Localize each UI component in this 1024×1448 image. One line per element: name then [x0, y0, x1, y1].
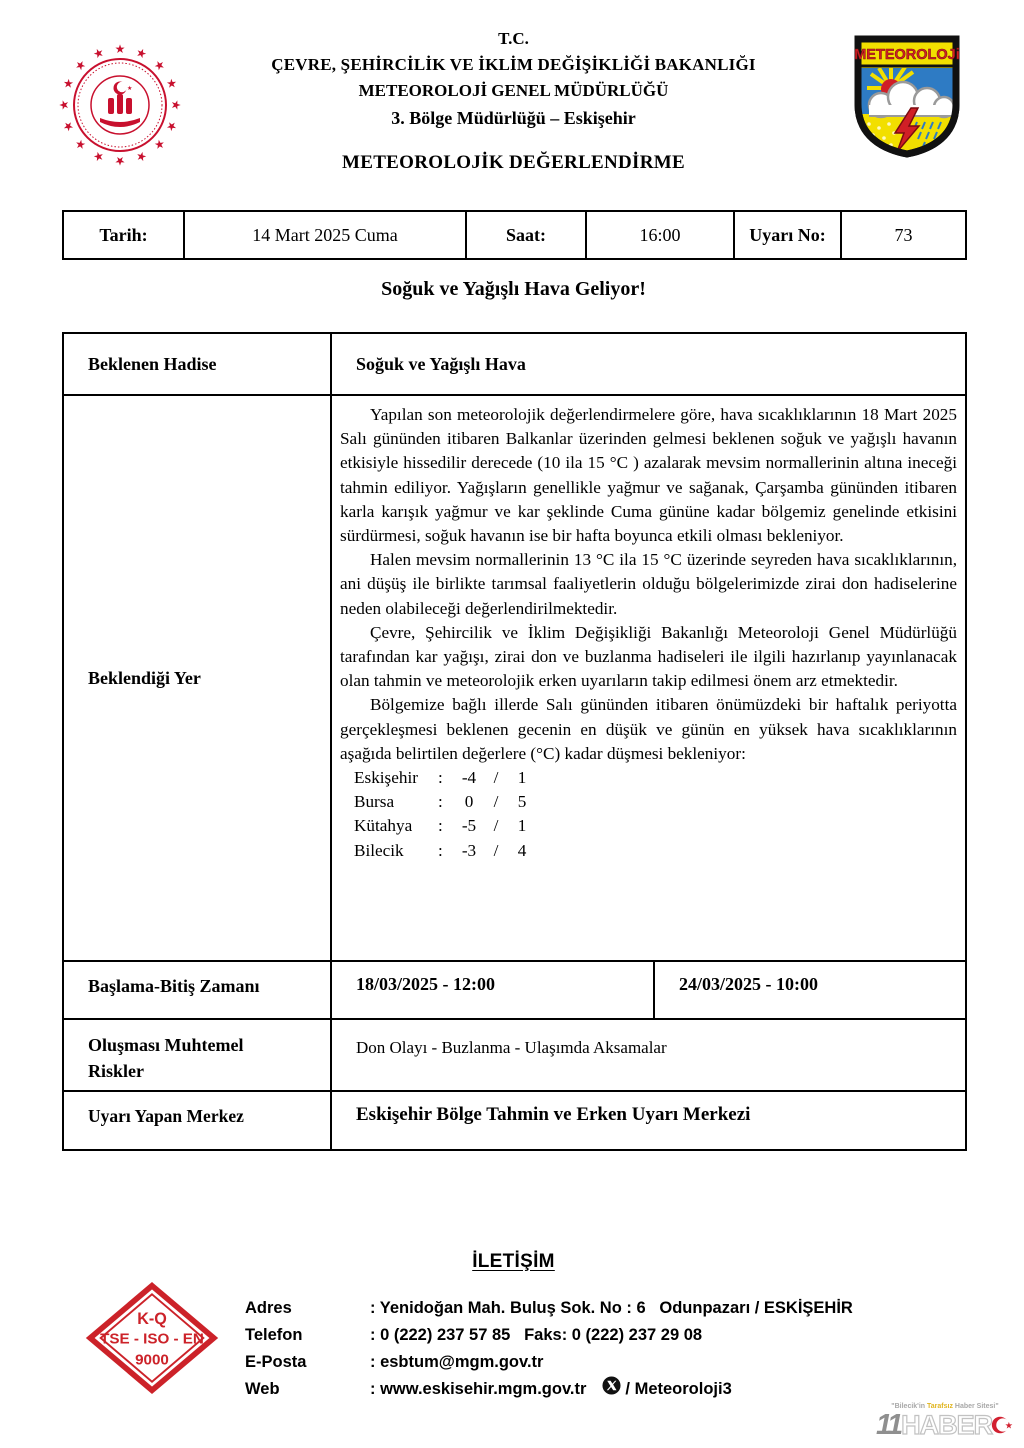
svg-text:★: ★ — [150, 135, 169, 154]
assessment-body — [331, 395, 966, 961]
city-name: Bilecik — [354, 840, 404, 860]
address-label: Adres — [245, 1299, 292, 1317]
city-temp-row: Bursa : 0 / 5 — [340, 790, 957, 814]
svg-text:★: ★ — [59, 75, 77, 92]
header-tc: T.C. — [498, 29, 529, 48]
city-temp-row: Kütahya : -5 / 1 — [340, 814, 957, 838]
svg-text:★: ★ — [150, 56, 169, 75]
city-max-temp: 1 — [517, 816, 527, 836]
city-name: Kütahya — [354, 816, 413, 836]
info-table — [62, 210, 967, 260]
svg-text:★: ★ — [163, 118, 181, 135]
email-label: E-Posta — [245, 1353, 307, 1371]
contact-row-address — [245, 1295, 965, 1322]
svg-text:★: ★ — [114, 154, 126, 168]
haber-logo-text: HABER — [901, 1410, 993, 1440]
risks-value: Don Olayı - Buzlanma - Ulaşımda Aksamalar — [331, 1019, 966, 1091]
email-value: : esbtum@mgm.gov.tr — [370, 1353, 544, 1371]
paragraph: Yapılan son meteorolojik değerlendirmelere göre, hava sıcaklıklarının 18 Mart 2025 Salı gününden itibaren Balkanlar üzerinden gelmesi beklenen soğuk ve yağışlı havanın etkisiyle hissedilir derecede (10 ila 15 °C ) azalarak mevsim normallerinin altına ineceği tahmin ediliyor. Yağışların genellikle yağmur ve sağanak, Çarşamba gününden itibaren karla karışık yağmur ve kar şeklinde Cuma gününe kadar bölgemiz genelinde etkisini sürdürmesi, soğuk havanın ise bir hafta boyunca etkili olması bekleniyor. — [340, 405, 957, 546]
warning-center-label: Uyarı Yapan Merkez — [63, 1091, 331, 1150]
start-end-label: Başlama-Bitiş Zamanı — [63, 961, 331, 1019]
meteorology-shield-icon — [851, 32, 963, 160]
city-temp-row: Eskişehir : -4 / 1 — [340, 766, 957, 790]
date-value: 14 Mart 2025 Cuma — [184, 211, 466, 259]
svg-text:★: ★ — [114, 42, 126, 56]
city-max-temp: 4 — [517, 840, 527, 860]
phone-label: Telefon — [245, 1326, 303, 1344]
time-label: Saat: — [466, 211, 586, 259]
city-name: Eskişehir — [354, 768, 418, 788]
x-social-icon — [602, 1376, 621, 1395]
contact-rows — [245, 1295, 965, 1403]
start-end-row — [63, 961, 966, 1019]
contact-row-web — [245, 1376, 965, 1403]
svg-text:★: ★ — [71, 56, 90, 75]
svg-text:★: ★ — [57, 99, 71, 111]
expected-event-row — [63, 333, 966, 395]
city-max-temp: 1 — [517, 768, 527, 788]
crescent-star-icon — [990, 1412, 1014, 1438]
svg-text:★: ★ — [90, 44, 107, 62]
contact-section — [62, 1251, 965, 1403]
paragraph: Halen mevsim normallerinin 13 °C ila 15 °C üzerinde seyreden hava sıcaklıklarının, ani düşüş ile birlikte tarımsal faaliyetlerin olduğu bölgelerimizde zirai don hadiselerine neden olabileceği değerlendirilmektedir. — [340, 550, 957, 618]
web-value: : www.eskisehir.mgm.gov.tr — [370, 1380, 587, 1398]
start-time: 18/03/2025 - 12:00 — [331, 961, 654, 1019]
warning-no-label: Uyarı No: — [734, 211, 841, 259]
paragraph: Çevre, Şehircilik ve İklim Değişikliği Bakanlığı Meteoroloji Genel Müdürlüğü tarafından kar yağışı, zirai don ve buzlanma hadiseleri ile ilgili hazırlanıp yayınlanacak olan tahmin ve meteorolojik erken uyarıların takip edilmesi önem arz etmektedir. — [340, 622, 957, 691]
expected-place-row — [63, 395, 966, 961]
social-handle: / Meteoroloji3 — [625, 1380, 732, 1398]
risks-label: Oluşması Muhtemel Riskler — [63, 1019, 331, 1091]
city-min-temp: -3 — [461, 840, 477, 860]
document-header — [59, 0, 965, 176]
info-row — [63, 211, 966, 259]
header-ministry: ÇEVRE, ŞEHİRCİLİK VE İKLİM DEĞİŞİKLİĞİ BAKANLIĞI — [271, 55, 756, 74]
city-min-temp: -4 — [461, 768, 477, 788]
document-title: METEOROLOJİK DEĞERLENDİRME — [342, 152, 685, 173]
svg-text:★: ★ — [1004, 1420, 1014, 1431]
svg-text:9000: 9000 — [135, 1351, 169, 1369]
assessment-table — [62, 332, 967, 1151]
address-value: : Yenidoğan Mah. Buluş Sok. No : 6 Odunpazarı / ESKİŞEHİR — [370, 1299, 853, 1317]
city-min-temp: -5 — [461, 816, 477, 836]
headline: Soğuk ve Yağışlı Hava Geliyor! — [381, 278, 646, 300]
svg-text:TSE - ISO - EN: TSE - ISO - EN — [100, 1330, 204, 1348]
web-label: Web — [245, 1380, 280, 1398]
expected-event-label: Beklenen Hadise — [63, 333, 331, 395]
city-max-temp: 5 — [517, 792, 527, 812]
warning-center-value: Eskişehir Bölge Tahmin ve Erken Uyarı Merkezi — [331, 1091, 966, 1150]
expected-place-label: Beklendiği Yer — [63, 395, 331, 961]
expected-event-value: Soğuk ve Yağışlı Hava — [331, 333, 966, 395]
header-region: 3. Bölge Müdürlüğü – Eskişehir — [391, 108, 636, 128]
svg-text:★: ★ — [169, 99, 183, 111]
haber-logo — [876, 1410, 1014, 1440]
haber-tagline: "Bilecik'in Tarafsız Haber Sitesi" — [891, 1403, 999, 1410]
svg-text:★: ★ — [59, 118, 77, 135]
tse-iso-logo-icon — [85, 1281, 219, 1395]
warning-center-row — [63, 1091, 966, 1150]
city-name: Bursa — [354, 792, 395, 812]
haber-watermark — [876, 1403, 1014, 1440]
ministry-emblem-icon — [55, 40, 185, 170]
haber-logo-numeral: 11 — [876, 1409, 901, 1441]
city-min-temp: 0 — [464, 792, 474, 812]
phone-value: : 0 (222) 237 57 85 Faks: 0 (222) 237 29 08 — [370, 1326, 703, 1344]
shield-title: METEOROLOJi — [854, 47, 960, 63]
svg-text:★: ★ — [127, 86, 133, 92]
risks-row — [63, 1019, 966, 1091]
svg-text:★: ★ — [163, 75, 181, 92]
svg-text:K-Q: K-Q — [137, 1309, 167, 1328]
paragraph: Bölgemize bağlı illerde Salı gününden itibaren önümüzdeki bir haftalık periyotta gerçekleşmesi beklenen gecenin en düşük ve günün en yüksek hava sıcaklıklarının aşağıda belirtilen değerlere (°C) kadar düşmesi bekleniyor: — [340, 695, 957, 763]
svg-text:★: ★ — [71, 135, 90, 154]
end-time: 24/03/2025 - 10:00 — [654, 961, 966, 1019]
date-label: Tarih: — [63, 211, 184, 259]
contact-title: İLETİŞİM — [472, 1251, 555, 1272]
time-value: 16:00 — [586, 211, 734, 259]
header-directorate: METEOROLOJİ GENEL MÜDÜRLÜĞÜ — [358, 81, 669, 100]
city-temp-row: Bilecik : -3 / 4 — [340, 839, 957, 863]
contact-row-phone — [245, 1322, 965, 1349]
contact-row-email — [245, 1349, 965, 1376]
svg-text:★: ★ — [90, 148, 107, 166]
svg-text:★: ★ — [133, 148, 150, 166]
warning-no-value: 73 — [841, 211, 966, 259]
svg-text:★: ★ — [133, 44, 150, 62]
